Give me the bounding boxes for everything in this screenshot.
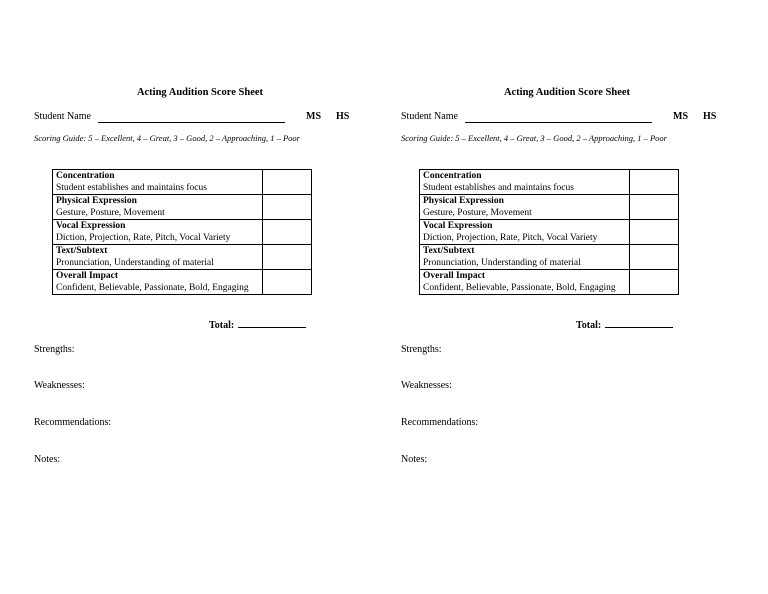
criterion-desc: Pronunciation, Understanding of material	[423, 258, 581, 268]
criterion-name: Concentration	[423, 171, 482, 181]
criterion-name: Physical Expression	[423, 196, 504, 206]
hs-option[interactable]: HS	[703, 111, 717, 122]
notes-label: Notes:	[401, 454, 428, 465]
student-name-field[interactable]	[465, 122, 652, 123]
rubric-row	[420, 170, 679, 195]
criterion-cell	[53, 245, 263, 270]
score-cell[interactable]	[263, 170, 312, 195]
score-cell[interactable]	[630, 195, 679, 220]
score-cell[interactable]	[630, 220, 679, 245]
student-name-row	[401, 111, 731, 125]
score-cell[interactable]	[630, 170, 679, 195]
criterion-desc: Diction, Projection, Rate, Pitch, Vocal Variety	[56, 233, 231, 243]
rubric-table	[52, 169, 312, 295]
criterion-cell	[53, 270, 263, 295]
criterion-name: Vocal Expression	[423, 221, 493, 231]
criterion-desc: Student establishes and maintains focus	[56, 183, 207, 193]
criterion-cell	[420, 245, 630, 270]
criterion-name: Concentration	[56, 171, 115, 181]
total-row	[209, 318, 306, 331]
notes-label: Notes:	[34, 454, 61, 465]
scoring-guide: Scoring Guide: 5 – Excellent, 4 – Great, 3 – Good, 2 – Approaching, 1 – Poor	[34, 133, 300, 143]
scoring-guide: Scoring Guide: 5 – Excellent, 4 – Great, 3 – Good, 2 – Approaching, 1 – Poor	[401, 133, 667, 143]
rubric-row	[420, 220, 679, 245]
rubric-table	[419, 169, 679, 295]
criterion-name: Physical Expression	[56, 196, 137, 206]
recommendations-label: Recommendations:	[34, 417, 112, 428]
criterion-cell	[420, 170, 630, 195]
score-cell[interactable]	[263, 220, 312, 245]
criterion-desc: Gesture, Posture, Movement	[423, 208, 532, 218]
sheet-title: Acting Audition Score Sheet	[503, 87, 631, 98]
rubric-row	[53, 170, 312, 195]
total-row	[576, 318, 673, 331]
score-cell[interactable]	[630, 245, 679, 270]
hs-option[interactable]: HS	[336, 111, 350, 122]
ms-option[interactable]: MS	[306, 111, 321, 122]
score-cell[interactable]	[263, 195, 312, 220]
rubric-row	[420, 245, 679, 270]
strengths-label: Strengths:	[34, 344, 75, 355]
criterion-cell	[53, 170, 263, 195]
criterion-cell	[420, 195, 630, 220]
score-sheet-left	[34, 0, 364, 594]
total-field[interactable]	[605, 318, 673, 328]
criterion-cell	[420, 220, 630, 245]
ms-option[interactable]: MS	[673, 111, 688, 122]
weaknesses-label: Weaknesses:	[34, 380, 85, 391]
student-name-label: Student Name	[34, 111, 91, 122]
criterion-name: Overall Impact	[56, 271, 119, 281]
criterion-desc: Confident, Believable, Passionate, Bold, Engaging	[56, 283, 249, 293]
score-sheet-right	[401, 0, 731, 594]
strengths-label: Strengths:	[401, 344, 442, 355]
criterion-desc: Gesture, Posture, Movement	[56, 208, 165, 218]
total-label: Total:	[576, 320, 602, 331]
criterion-desc: Pronunciation, Understanding of material	[56, 258, 214, 268]
student-name-label: Student Name	[401, 111, 458, 122]
criterion-desc: Student establishes and maintains focus	[423, 183, 574, 193]
rubric-row	[53, 195, 312, 220]
rubric-row	[420, 270, 679, 295]
rubric-row	[420, 195, 679, 220]
sheet-title: Acting Audition Score Sheet	[136, 87, 264, 98]
criterion-desc: Diction, Projection, Rate, Pitch, Vocal Variety	[423, 233, 598, 243]
total-label: Total:	[209, 320, 235, 331]
criterion-name: Overall Impact	[423, 271, 486, 281]
rubric-row	[53, 245, 312, 270]
criterion-cell	[53, 220, 263, 245]
criterion-name: Text/Subtext	[56, 246, 108, 256]
criterion-name: Text/Subtext	[423, 246, 475, 256]
weaknesses-label: Weaknesses:	[401, 380, 452, 391]
score-cell[interactable]	[263, 270, 312, 295]
criterion-cell	[420, 270, 630, 295]
criterion-cell	[53, 195, 263, 220]
recommendations-label: Recommendations:	[401, 417, 479, 428]
score-cell[interactable]	[263, 245, 312, 270]
rubric-row	[53, 270, 312, 295]
score-cell[interactable]	[630, 270, 679, 295]
student-name-row	[34, 111, 364, 125]
criterion-desc: Confident, Believable, Passionate, Bold, Engaging	[423, 283, 616, 293]
rubric-row	[53, 220, 312, 245]
student-name-field[interactable]	[98, 122, 285, 123]
total-field[interactable]	[238, 318, 306, 328]
criterion-name: Vocal Expression	[56, 221, 126, 231]
